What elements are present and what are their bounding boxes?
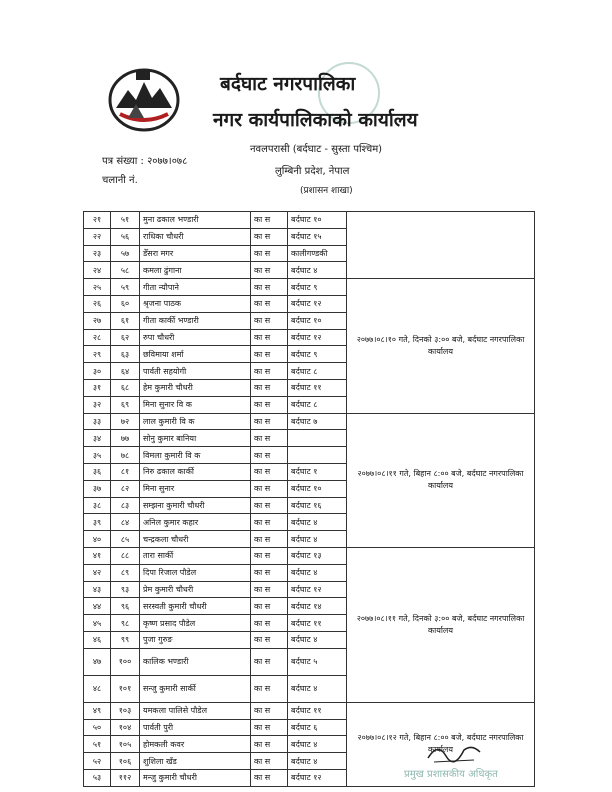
cell-name: कमला ढुंगाना (140, 262, 251, 279)
cell-name: पार्वती पुरी (140, 719, 251, 736)
table-row (84, 413, 535, 430)
cell-sn: ५१ (84, 736, 111, 753)
cell-name: कृष्ण प्रसाद पौडेल (140, 615, 251, 632)
cell-name: रुपा चौधरी (140, 329, 251, 346)
cell-gender: का स (251, 212, 288, 229)
cell-address: बर्दघाट ४ (288, 753, 347, 770)
cell-name: विमला कुमारी वि क (140, 447, 251, 464)
cell-name: गीता न्यौपाने (140, 279, 251, 296)
cell-name: हेम कुमारी चौधरी (140, 379, 251, 396)
cell-sn: ४० (84, 531, 111, 548)
cell-address: बर्दघाट ६ (288, 719, 347, 736)
cell-roll: ९३ (111, 581, 140, 598)
cell-address: बर्दघाट १३ (288, 547, 347, 564)
schedule-cell (347, 212, 535, 279)
cell-address: बर्दघाट ११ (288, 615, 347, 632)
cell-gender: का स (251, 736, 288, 753)
cell-address: बर्दघाट १० (288, 212, 347, 229)
cell-roll: ८८ (111, 547, 140, 564)
cell-roll: १०० (111, 648, 140, 675)
cell-gender: का स (251, 430, 288, 447)
cell-sn: ३० (84, 363, 111, 380)
cell-address: बर्दघाट ९ (288, 279, 347, 296)
cell-sn: ४८ (84, 675, 111, 702)
cell-gender: का स (251, 769, 288, 786)
cell-sn: २३ (84, 245, 111, 262)
cell-sn: ४६ (84, 631, 111, 648)
cell-roll: ६१ (111, 312, 140, 329)
table-row (84, 279, 535, 296)
cell-gender: का स (251, 413, 288, 430)
cell-name: मिना सुनार (140, 480, 251, 497)
cell-name: सम्झना कुमारी चौधरी (140, 497, 251, 514)
cell-address: बर्दघाट ११ (288, 379, 347, 396)
cell-name: सरस्वती कुमारी चौधरी (140, 598, 251, 615)
cell-sn: ३५ (84, 447, 111, 464)
cell-gender: का स (251, 581, 288, 598)
cell-address: बर्दघाट ५ (288, 648, 347, 675)
cell-name: मन्जु कुमारी चौधरी (140, 769, 251, 786)
cell-roll: ९८ (111, 615, 140, 632)
cell-address: बर्दघाट ११ (288, 702, 347, 719)
cell-roll: ७७ (111, 430, 140, 447)
cell-sn: ३७ (84, 480, 111, 497)
cell-name: राधिका चौधरी (140, 228, 251, 245)
cell-roll: १०४ (111, 719, 140, 736)
cell-address: बर्दघाट ८ (288, 363, 347, 380)
schedule-cell: २०७७।०८।१० गते, दिनको ३:०० बजे, बर्दघाट नगरपालिका कार्यालय (347, 279, 535, 413)
official-stamp-text: प्रमुख प्रशासकीय अधिकृत (404, 769, 498, 780)
cell-address: बर्दघाट १२ (288, 329, 347, 346)
cell-gender: का स (251, 363, 288, 380)
cell-gender: का स (251, 615, 288, 632)
cell-gender: का स (251, 396, 288, 413)
cell-roll: ५८ (111, 262, 140, 279)
cell-sn: २६ (84, 295, 111, 312)
cell-sn: ३१ (84, 379, 111, 396)
cell-sn: २९ (84, 346, 111, 363)
cell-sn: ४५ (84, 615, 111, 632)
cell-gender: का स (251, 480, 288, 497)
cell-roll: ५१ (111, 212, 140, 229)
cell-name: लाल कुमारी वि क (140, 413, 251, 430)
district-line: नवलपरासी (बर्दघाट - सुस्ता पश्चिम) (250, 144, 383, 155)
cell-roll: ८१ (111, 463, 140, 480)
cell-gender: का स (251, 497, 288, 514)
cell-roll: ६२ (111, 329, 140, 346)
cell-name: मिना सुनार वि क (140, 396, 251, 413)
dispatch-number: चलानी नं. (102, 175, 138, 186)
cell-roll: ८५ (111, 531, 140, 548)
cell-name: होमकली कवर (140, 736, 251, 753)
cell-gender: का स (251, 447, 288, 464)
cell-address: बर्दघाट ४ (288, 675, 347, 702)
cell-roll: ९६ (111, 598, 140, 615)
cell-name: दिपा रिजाल पौडेल (140, 564, 251, 581)
cell-name: प्रेम कुमारी चौधरी (140, 581, 251, 598)
cell-sn: २७ (84, 312, 111, 329)
cell-sn: ३३ (84, 413, 111, 430)
cell-name: यमकला पालिसे पौडेल (140, 702, 251, 719)
cell-name: श्रृजना पाठक (140, 295, 251, 312)
cell-gender: का स (251, 719, 288, 736)
cell-gender: का स (251, 312, 288, 329)
cell-address: कालीगण्डकी (288, 245, 347, 262)
cell-address: बर्दघाट १६ (288, 497, 347, 514)
cell-gender: का स (251, 245, 288, 262)
cell-gender: का स (251, 262, 288, 279)
cell-roll: ८४ (111, 514, 140, 531)
schedule-cell: २०७७।०८।१२ गते, बिहान ८:०० बजे, बर्दघाट नगरपालिका कार्यालय (347, 702, 535, 786)
cell-roll: ६३ (111, 346, 140, 363)
cell-sn: ४३ (84, 581, 111, 598)
cell-name: गीता कार्की भण्डारी (140, 312, 251, 329)
cell-sn: ५२ (84, 753, 111, 770)
cell-gender: का स (251, 514, 288, 531)
cell-gender: का स (251, 598, 288, 615)
cell-name: डेँसरा मगर (140, 245, 251, 262)
cell-gender: का स (251, 753, 288, 770)
table-row (84, 212, 535, 229)
cell-roll: १०६ (111, 753, 140, 770)
cell-address (288, 430, 347, 447)
cell-name: अनिल कुमार कहार (140, 514, 251, 531)
cell-sn: २१ (84, 212, 111, 229)
candidate-table (83, 211, 535, 787)
cell-address: बर्दघाट १० (288, 312, 347, 329)
cell-address: बर्दघाट १० (288, 480, 347, 497)
cell-sn: ३९ (84, 514, 111, 531)
cell-sn: ५० (84, 719, 111, 736)
cell-gender: का स (251, 329, 288, 346)
schedule-cell: २०७७।०८।११ गते, दिनको ३:०० बजे, बर्दघाट नगरपालिका कार्यालय (347, 547, 535, 702)
cell-name: छविमाया शर्मा (140, 346, 251, 363)
cell-sn: ३४ (84, 430, 111, 447)
cell-roll: ८२ (111, 480, 140, 497)
cell-gender: का स (251, 547, 288, 564)
cell-name: चन्द्रकला चौधरी (140, 531, 251, 548)
cell-roll: ९९ (111, 631, 140, 648)
office-name: नगर कार्यपालिकाको कार्यालय (213, 109, 418, 131)
cell-roll: ५७ (111, 245, 140, 262)
schedule-cell: २०७७।०८।११ गते, बिहान ८:०० बजे, बर्दघाट नगरपालिका कार्यालय (347, 413, 535, 547)
signature (424, 738, 484, 766)
cell-sn: ४४ (84, 598, 111, 615)
cell-address: बर्दघाट ७ (288, 413, 347, 430)
cell-name: सोनु कुमार बानिया (140, 430, 251, 447)
cell-gender: का स (251, 379, 288, 396)
province-line: लुम्बिनी प्रदेश, नेपाल (275, 166, 350, 177)
cell-roll: ५९ (111, 279, 140, 296)
cell-sn: ४१ (84, 547, 111, 564)
cell-address: बर्दघाट ४ (288, 262, 347, 279)
nepal-emblem-icon (106, 64, 182, 134)
cell-gender: का स (251, 531, 288, 548)
cell-sn: २४ (84, 262, 111, 279)
cell-roll: ७२ (111, 413, 140, 430)
cell-name: निरु ढकाल कार्की (140, 463, 251, 480)
cell-roll: ६० (111, 295, 140, 312)
cell-roll: ७८ (111, 447, 140, 464)
cell-name: शुशिला खँड (140, 753, 251, 770)
table-row (84, 547, 535, 564)
cell-sn: २२ (84, 228, 111, 245)
cell-roll: ६९ (111, 396, 140, 413)
cell-address: बर्दघाट ९ (288, 346, 347, 363)
cell-roll: ५६ (111, 228, 140, 245)
cell-address (288, 447, 347, 464)
cell-roll: १०५ (111, 736, 140, 753)
cell-address: बर्दघाट १५ (288, 228, 347, 245)
cell-address: बर्दघाट ४ (288, 564, 347, 581)
cell-sn: ५३ (84, 769, 111, 786)
cell-roll: १०३ (111, 702, 140, 719)
cell-gender: का स (251, 675, 288, 702)
cell-name: पुजा गुरुङ (140, 631, 251, 648)
cell-roll: ८३ (111, 497, 140, 514)
cell-gender: का स (251, 295, 288, 312)
cell-sn: २८ (84, 329, 111, 346)
cell-address: बर्दघाट ४ (288, 631, 347, 648)
cell-roll: १०१ (111, 675, 140, 702)
cell-address: बर्दघाट ४ (288, 531, 347, 548)
cell-name: कालिक भण्डारी (140, 648, 251, 675)
cell-sn: ३६ (84, 463, 111, 480)
cell-address: बर्दघाट १ (288, 463, 347, 480)
cell-address: बर्दघाट १२ (288, 769, 347, 786)
cell-address: बर्दघाट ४ (288, 736, 347, 753)
municipality-name: बर्दघाट नगरपालिका (220, 73, 356, 95)
cell-address: बर्दघाट ४ (288, 514, 347, 531)
cell-sn: ४२ (84, 564, 111, 581)
cell-sn: ३८ (84, 497, 111, 514)
cell-name: मुना ढकाल भण्डारी (140, 212, 251, 229)
cell-gender: का स (251, 702, 288, 719)
cell-address: बर्दघाट १२ (288, 581, 347, 598)
cell-address: बर्दघाट ८ (288, 396, 347, 413)
cell-gender: का स (251, 631, 288, 648)
cell-roll: ६४ (111, 363, 140, 380)
cell-gender: का स (251, 463, 288, 480)
cell-address: बर्दघाट १४ (288, 598, 347, 615)
cell-roll: ११२ (111, 769, 140, 786)
cell-sn: ४९ (84, 702, 111, 719)
cell-name: सन्जु कुमारी सार्की (140, 675, 251, 702)
cell-name: पार्वती सहयोगी (140, 363, 251, 380)
cell-sn: २५ (84, 279, 111, 296)
letter-number: पत्र संख्या : २०७७।०७८ (102, 156, 188, 167)
cell-gender: का स (251, 648, 288, 675)
cell-address: बर्दघाट १२ (288, 295, 347, 312)
cell-gender: का स (251, 346, 288, 363)
cell-name: तारा सार्की (140, 547, 251, 564)
cell-gender: का स (251, 564, 288, 581)
cell-gender: का स (251, 279, 288, 296)
cell-roll: ८९ (111, 564, 140, 581)
section-line: (प्रशासन शाखा) (300, 186, 353, 196)
cell-roll: ६८ (111, 379, 140, 396)
cell-gender: का स (251, 228, 288, 245)
cell-sn: ३२ (84, 396, 111, 413)
table-row (84, 702, 535, 719)
cell-sn: ४७ (84, 648, 111, 675)
